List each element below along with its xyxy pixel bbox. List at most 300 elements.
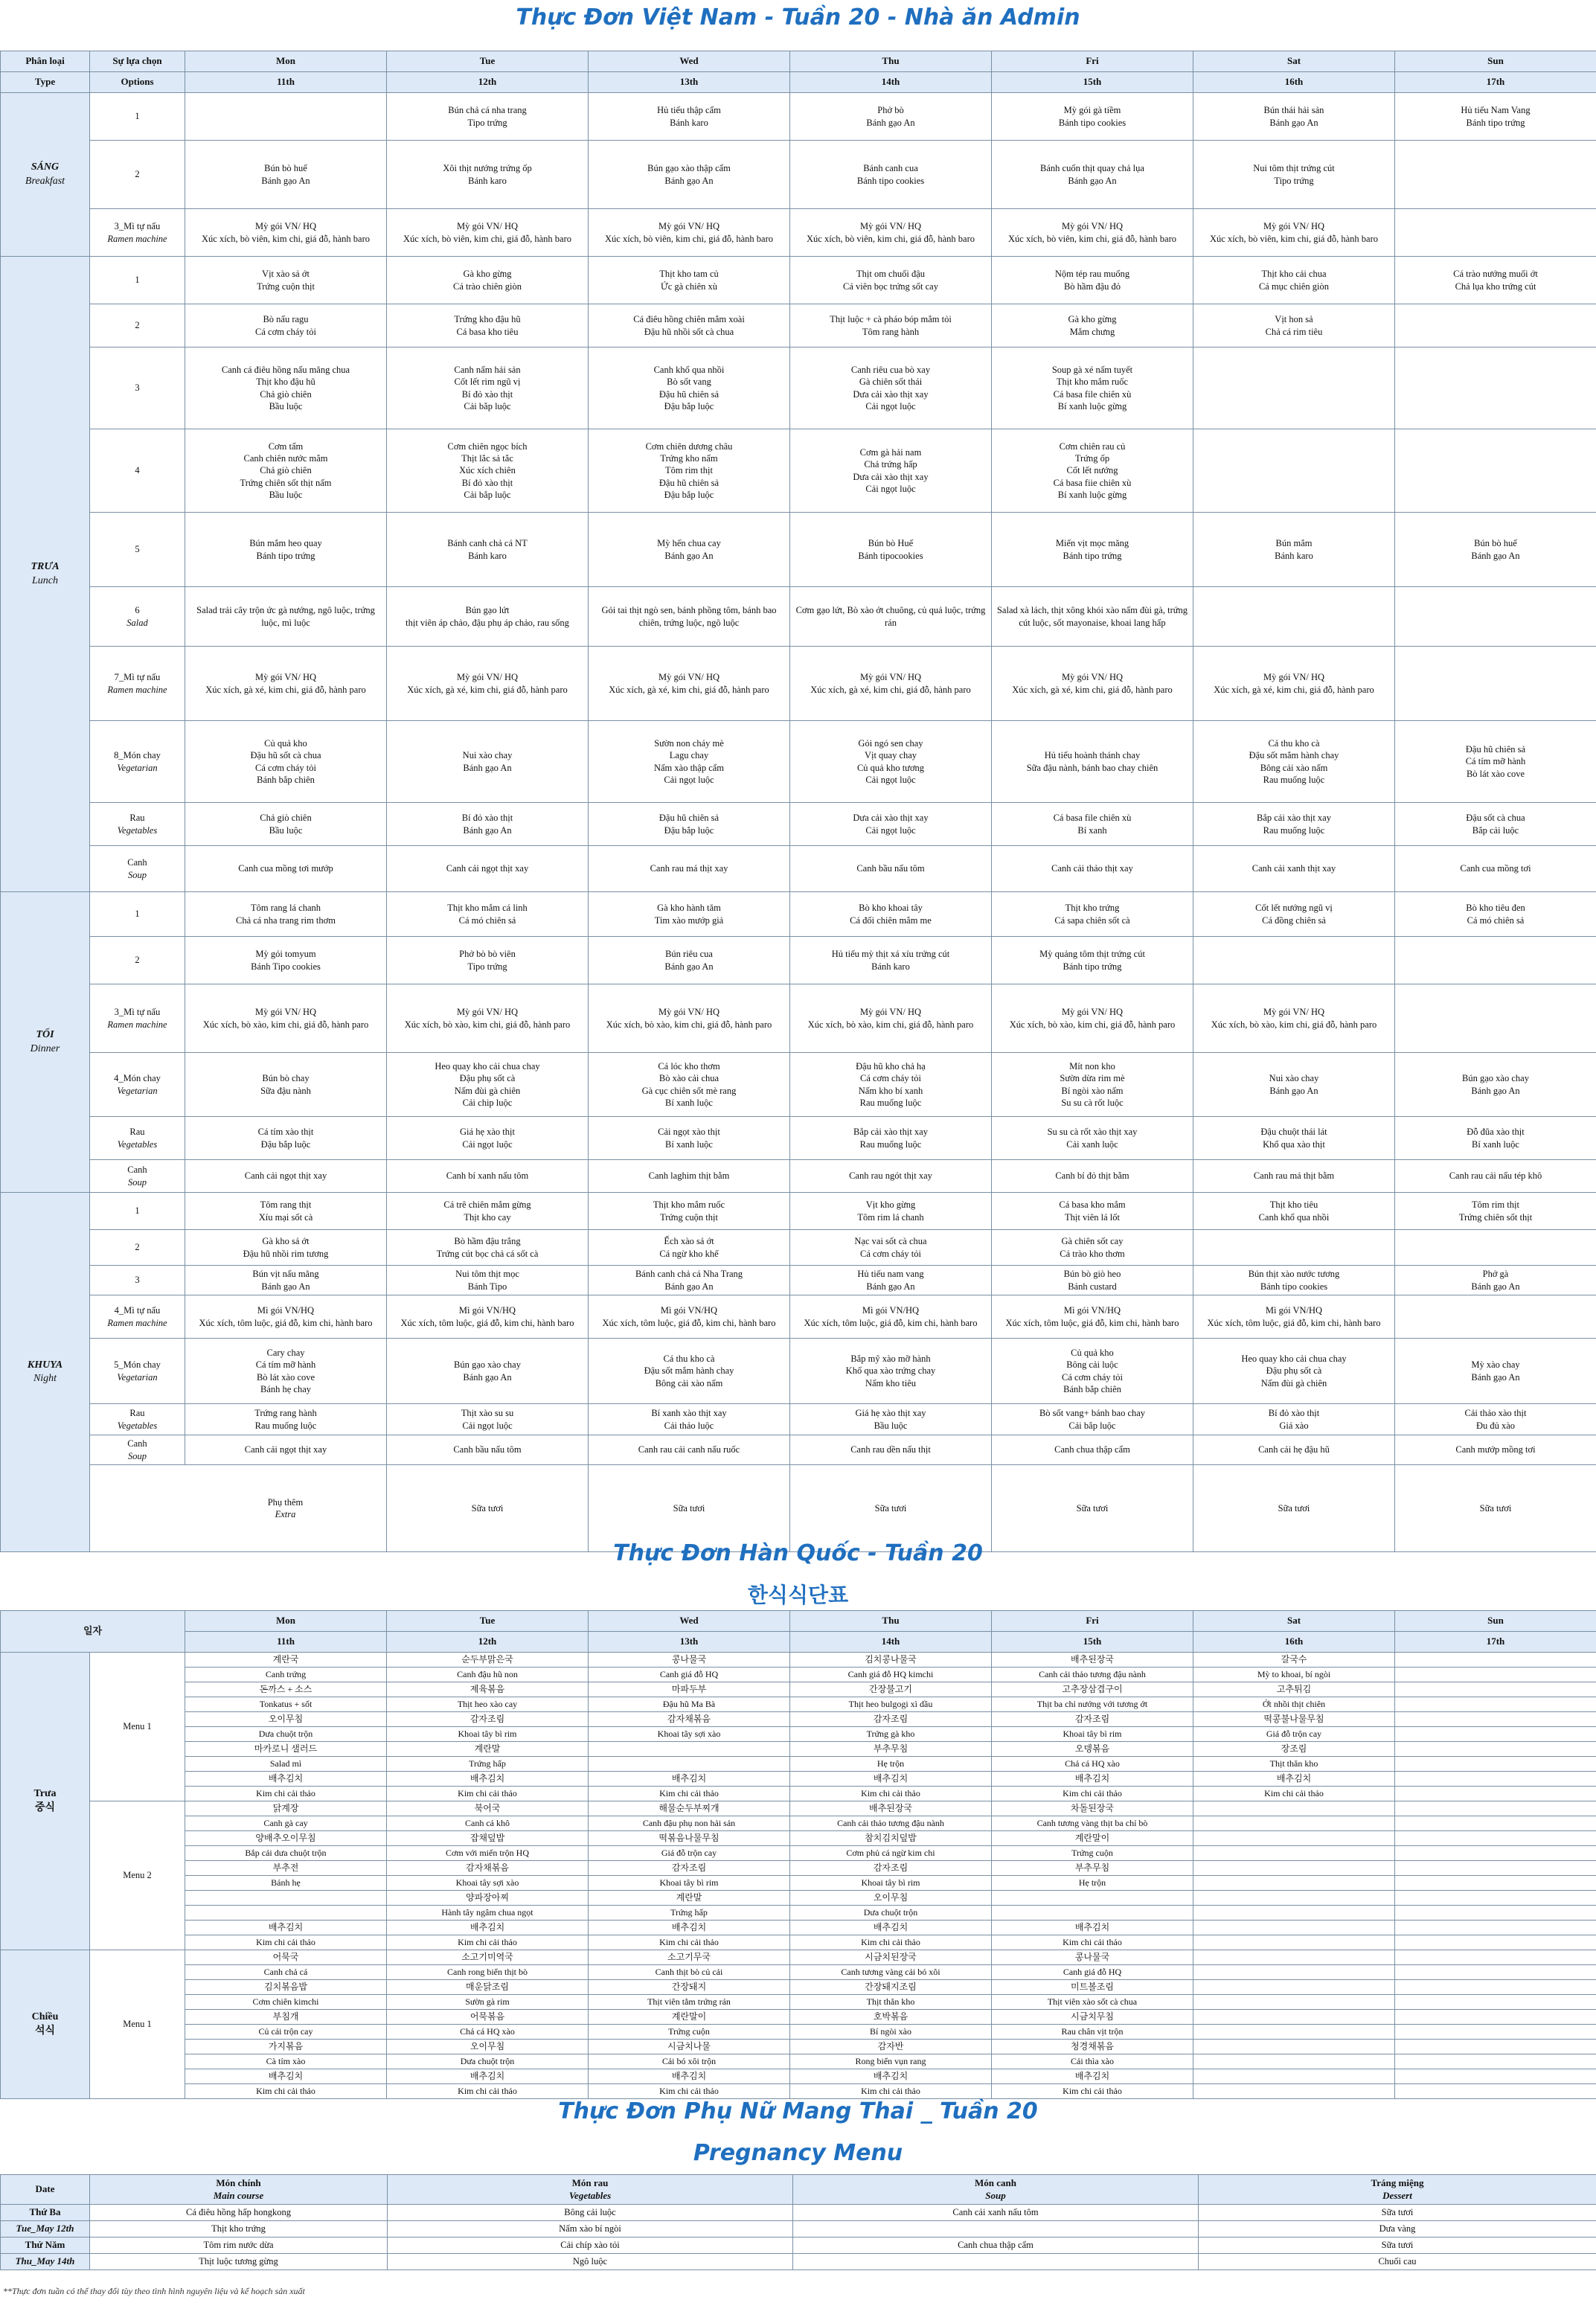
vn-option-label <box>90 1465 387 1552</box>
meal-subtitle: Dinner <box>30 1042 60 1054</box>
cell-line: Bánh gạo An <box>1068 175 1117 186</box>
kr-menu-row <box>1 1995 1596 2010</box>
kr-dish-cell: Cà tím xào <box>185 2054 387 2069</box>
cell-line: Ramen machine <box>107 1019 167 1030</box>
preg-dish-cell: Sữa tươi <box>1199 2237 1596 2254</box>
vn-dish-cell <box>387 846 589 892</box>
cell-line: Xúc xích chiên <box>459 465 516 476</box>
kr-dish-cell: 부추전 <box>185 1861 387 1876</box>
kr-dish-cell: 참치김치덮밥 <box>790 1831 992 1846</box>
cell-line: Thịt kho trứng <box>1065 903 1120 914</box>
vn-menu-row <box>1 1266 1596 1295</box>
cell-line: Bánh gạo An <box>866 1281 915 1292</box>
vn-dish-cell <box>1395 304 1596 347</box>
kr-dish-cell: 배추김치 <box>1193 1772 1395 1787</box>
vn-dish-cell <box>790 209 992 257</box>
kr-dish-cell: 간장불고기 <box>790 1682 992 1697</box>
cell-line: Xôi thịt nướng trứng ốp <box>443 163 532 174</box>
cell-line: Tôm rim thịt <box>1472 1199 1519 1211</box>
kr-dish-cell <box>1395 1682 1596 1697</box>
vn-dish-cell <box>387 429 589 513</box>
vn-dish-cell <box>1395 429 1596 513</box>
cell-line: Canh cải ngọt thịt xay <box>244 1444 327 1455</box>
kr-menu-row <box>1 2010 1596 2025</box>
vn-meal-label <box>1 93 90 257</box>
kr-dish-cell <box>1395 1816 1596 1831</box>
cell-line: Xúc xích, gà xé, kim chi, giá đỗ, hành paro <box>1214 684 1374 695</box>
cell-line: Bún bò giò heo <box>1063 1269 1121 1280</box>
vn-header-cell: 15th <box>992 72 1193 93</box>
vn-dish-cell <box>589 93 790 141</box>
cell-line: Cải ngọt luộc <box>462 1138 513 1150</box>
kr-dish-cell <box>1193 1861 1395 1876</box>
kr-dish-cell <box>1395 1668 1596 1682</box>
cell-line: Đậu hũ nhồi rim tương <box>243 1248 329 1259</box>
vn-dish-cell <box>589 257 790 304</box>
kr-dish-cell: 감자조림 <box>387 1712 589 1727</box>
vn-header-cell: Wed <box>589 51 790 72</box>
cell-line: Cải ngọt luộc <box>664 774 714 785</box>
cell-line: Trứng cuộn thịt <box>257 281 315 292</box>
cell-line: Bò hầm đậu trắng <box>454 1236 521 1247</box>
preg-dish-cell: Canh chua thập cẩm <box>793 2237 1199 2254</box>
kr-menu-row <box>1 2069 1596 2084</box>
cell-line: Bánh canh cua <box>863 163 918 174</box>
vn-dish-cell <box>1193 1404 1395 1435</box>
cell-line: Vịt kho gừng <box>865 1199 916 1211</box>
vn-dish-cell <box>1193 141 1395 209</box>
vn-dish-cell <box>589 1465 790 1552</box>
cell-line: Bún bò Huế <box>868 538 914 549</box>
vn-dish-cell <box>790 429 992 513</box>
cell-line: Cá thu kho cà <box>663 1354 715 1365</box>
cell-line: Sữa tươi <box>1076 1502 1109 1513</box>
cell-line: Phở gà <box>1482 1269 1509 1280</box>
vn-dish-cell <box>185 513 387 587</box>
vn-header-cell: 11th <box>185 72 387 93</box>
kr-dish-cell: Kim chi cải thảo <box>185 1935 387 1950</box>
cell-line: Cải chip luộc <box>462 1097 513 1108</box>
kr-dish-cell: Khoai tây sợi xào <box>387 1876 589 1891</box>
preg-menu-row <box>1 2237 1596 2254</box>
cell-line: Sườn non cháy mè <box>654 738 724 749</box>
cell-line: Tipo trứng <box>1274 175 1314 186</box>
vn-dish-cell <box>589 587 790 647</box>
vn-dish-cell <box>790 1404 992 1435</box>
kr-menu-label: Menu 1 <box>90 1653 185 1801</box>
kr-dish-cell: Kim chi cải thảo <box>992 2084 1193 2099</box>
kr-dish-cell <box>1193 1906 1395 1921</box>
kr-meal-label <box>1 1653 90 1950</box>
vn-dish-cell <box>790 1160 992 1193</box>
kr-header-cell: 일자 <box>1 1611 185 1653</box>
kr-header-cell: Thu <box>790 1611 992 1632</box>
vn-dish-cell <box>185 1053 387 1117</box>
cell-line: Cá trê chiên mắm gừng <box>443 1199 531 1211</box>
cell-line: Vịt xào sả ớt <box>262 269 310 280</box>
vn-dish-cell <box>387 1193 589 1230</box>
vn-option-label <box>90 513 185 587</box>
kr-dish-cell: Canh trứng <box>185 1668 387 1682</box>
kr-dish-cell <box>992 1891 1193 1906</box>
cell-line: Mỳ gói tomyum <box>255 949 316 960</box>
preg-dish-cell <box>793 2221 1199 2237</box>
kr-dish-cell: Canh giá đỗ HQ <box>589 1668 790 1682</box>
kr-dish-cell: 배추김치 <box>185 2069 387 2084</box>
cell-line: Vegetarian <box>117 762 158 773</box>
kr-dish-cell <box>1395 1965 1596 1980</box>
kr-dish-cell: 가지볶음 <box>185 2040 387 2054</box>
kr-dish-cell: Trứng cuộn <box>589 2025 790 2040</box>
kr-dish-cell: Kim chi cải thảo <box>790 2084 992 2099</box>
cell-line: Cốt lết nướng <box>1066 465 1118 476</box>
vn-dish-cell <box>1193 347 1395 429</box>
cell-line: Vegetables <box>117 824 158 836</box>
cell-line: Cá basa kho mắm <box>1059 1199 1126 1211</box>
cell-line: Thịt kho cải chua <box>1261 269 1327 280</box>
cell-line: Cá trào chiên giòn <box>453 281 522 292</box>
kr-dish-cell <box>1395 1891 1596 1906</box>
kr-dish-cell: 오이무침 <box>185 1712 387 1727</box>
vn-dish-cell <box>1193 304 1395 347</box>
kr-dish-cell: 순두부맑은국 <box>387 1653 589 1668</box>
cell-line: Phở bò <box>877 105 904 116</box>
vn-menu-row <box>1 803 1596 846</box>
vn-dish-cell <box>1193 1160 1395 1193</box>
cell-line: Canh rau cải canh nấu ruốc <box>638 1444 740 1455</box>
cell-line: Xúc xích, tôm luộc, giá đỗ, kim chi, hành baro <box>602 1317 776 1328</box>
cell-line: Mỳ xào chay <box>1471 1359 1520 1371</box>
vn-dish-cell <box>992 846 1193 892</box>
cell-line: 2 <box>135 169 140 180</box>
cell-line: Bò kho khoai tây <box>859 903 923 914</box>
cell-line: Đậu hũ chiên sả <box>658 477 720 488</box>
kr-dish-cell: Kim chi cải thảo <box>1193 1787 1395 1801</box>
cell-line: Cải bắp luộc <box>1068 1420 1116 1431</box>
kr-dish-cell: Thịt heo bulgogi xì dầu <box>790 1697 992 1712</box>
vn-option-label <box>90 937 185 984</box>
kr-dish-cell: Canh gà cay <box>185 1816 387 1831</box>
cell-line: Mỳ gói gà tiềm <box>1063 105 1121 116</box>
vn-dish-cell <box>1395 1339 1596 1404</box>
kr-header-cell: Fri <box>992 1611 1193 1632</box>
kr-dish-cell: 계란말 <box>589 1891 790 1906</box>
vn-meal-label <box>1 892 90 1193</box>
preg-dish-cell: Tôm rim nước dừa <box>90 2237 388 2254</box>
cell-line: Dưa cải xào thịt xay <box>853 471 929 482</box>
vn-dish-cell <box>387 892 589 937</box>
kr-dish-cell: 오이무침 <box>790 1891 992 1906</box>
kr-dish-cell: 마파두부 <box>589 1682 790 1697</box>
kr-dish-cell: Hành tây ngâm chua ngọt <box>387 1906 589 1921</box>
kr-menu-row <box>1 1980 1596 1995</box>
preg-dish-cell: Thịt luộc tương gừng <box>90 2254 388 2270</box>
kr-menu-row <box>1 1831 1596 1846</box>
cell-line: Bánh canh chả cá NT <box>447 538 528 549</box>
cell-line: Bánh tipo cookies <box>1260 1281 1328 1292</box>
cell-line: Cá cơm cháy tỏi <box>1062 1371 1123 1383</box>
kr-dish-cell: 계란말이 <box>589 2010 790 2025</box>
vn-dish-cell <box>992 1339 1193 1404</box>
cell-line: Củ quả kho tương <box>856 762 925 773</box>
cell-line: Thịt kho cay <box>464 1211 511 1223</box>
vn-dish-cell <box>589 1193 790 1230</box>
kr-dish-cell: 닭계장 <box>185 1801 387 1816</box>
kr-dish-cell: Sườn gà rim <box>387 1995 589 2010</box>
vn-dish-cell <box>589 141 790 209</box>
kr-dish-cell: Thịt viên xào sốt cà chua <box>992 1995 1193 2010</box>
cell-line: Canh cải xanh thịt xay <box>1252 863 1336 874</box>
vn-dish-cell <box>387 1266 589 1295</box>
vn-dish-cell <box>992 721 1193 803</box>
cell-line: Chả giò chiên <box>260 388 312 400</box>
cell-line: Vegetarian <box>117 1085 158 1096</box>
cell-line: Canh cải hẹ đậu hũ <box>1258 1444 1330 1455</box>
cell-line: Thịt viên lá lốt <box>1065 1211 1120 1223</box>
cell-line: Xúc xích, bò viên, kim chi, giá đỗ, hành baro <box>807 233 975 244</box>
kr-dish-cell: 부추무침 <box>992 1861 1193 1876</box>
vn-dish-cell <box>387 1230 589 1266</box>
kr-dish-cell: Đậu hũ Ma Bà <box>589 1697 790 1712</box>
vn-dish-cell <box>185 1193 387 1230</box>
cell-line: Soup <box>128 869 147 880</box>
kr-dish-cell: Canh cá khô <box>387 1816 589 1831</box>
kr-menu-row <box>1 1861 1596 1876</box>
vn-dish-cell <box>992 1266 1193 1295</box>
cell-line: 5 <box>135 544 140 555</box>
vn-menu-row <box>1 429 1596 513</box>
cell-line: Xúc xích, bò viên, kim chi, giá đỗ, hành baro <box>202 233 370 244</box>
cell-line: Tráng miệng <box>1371 2176 1424 2188</box>
kr-dish-cell: Thịt heo xào cay <box>387 1697 589 1712</box>
kr-dish-cell: Khoai tây bì rim <box>589 1876 790 1891</box>
vn-dish-cell <box>185 846 387 892</box>
vn-menu-row <box>1 141 1596 209</box>
cell-line: Trứng cuộn thịt <box>660 1211 718 1223</box>
cell-line: Gà kho gừng <box>463 269 512 280</box>
cell-line: Cá basa file chiên xù <box>1053 813 1132 824</box>
vn-dish-cell <box>1193 1465 1395 1552</box>
kr-dish-cell <box>1193 1846 1395 1861</box>
kr-dish-cell: 장조림 <box>1193 1742 1395 1757</box>
cell-line: Canh rau cải nấu tép khô <box>1449 1170 1542 1182</box>
vn-dish-cell <box>992 1117 1193 1160</box>
vn-header-cell: Tue <box>387 51 589 72</box>
kr-title: Thực Đơn Hàn Quốc - Tuần 20 <box>613 1540 983 1566</box>
kr-menu-label: Menu 1 <box>90 1950 185 2099</box>
vn-dish-cell <box>1395 647 1596 721</box>
kr-menu-row <box>1 1846 1596 1861</box>
kr-dish-cell: 감자채볶음 <box>387 1861 589 1876</box>
cell-line: Nấm kho bí xanh <box>858 1085 923 1096</box>
cell-line: Sữa đậu nành, bánh bao chay chiên <box>1026 762 1158 773</box>
cell-line: Bánh tipocookies <box>858 550 923 561</box>
cell-line: Xúc xích, bò xào, kim chi, giá đỗ, hành paro <box>202 1019 369 1030</box>
kr-dish-cell: Trứng hấp <box>589 1906 790 1921</box>
kr-dish-cell: Khoai tây sợi xào <box>589 1727 790 1742</box>
vn-dish-cell <box>185 984 387 1053</box>
cell-line: Bò hầm đậu đỏ <box>1063 281 1121 292</box>
kr-dish-cell: Cơm phủ cá ngừ kim chi <box>790 1846 992 1861</box>
vn-option-label <box>90 892 185 937</box>
vn-header-row <box>1 51 1596 72</box>
cell-line: Bánh karo <box>468 550 507 561</box>
cell-line: Vegetables <box>117 1138 158 1150</box>
cell-line: Bí đỏ xào thịt <box>461 813 513 824</box>
kr-header-row <box>1 1611 1596 1632</box>
kr-dish-cell: 배추김치 <box>790 1921 992 1935</box>
kr-dish-cell: 간장돼지조림 <box>790 1980 992 1995</box>
kr-dish-cell: 소고기무국 <box>589 1950 790 1965</box>
kr-dish-cell <box>1395 1742 1596 1757</box>
kr-dish-cell: Canh cải thảo tương đậu nành <box>992 1668 1193 1682</box>
vn-dish-cell <box>589 347 790 429</box>
vn-dish-cell <box>1395 1465 1596 1552</box>
vn-dish-cell <box>185 1295 387 1339</box>
cell-line: Cá trào kho thơm <box>1060 1248 1125 1259</box>
vn-dish-cell <box>387 141 589 209</box>
vn-dish-cell <box>1395 513 1596 587</box>
cell-line: Bông cải xào nấm <box>1260 762 1328 773</box>
vn-menu-row <box>1 1053 1596 1117</box>
cell-line: Xúc xích, bò xào, kim chi, giá đỗ, hành paro <box>404 1019 571 1030</box>
vn-dish-cell <box>387 209 589 257</box>
kr-dish-cell <box>1193 1950 1395 1965</box>
cell-line: Mỳ gói VN/ HQ <box>456 1007 519 1018</box>
kr-dish-cell: 배추김치 <box>185 1921 387 1935</box>
cell-line: Tue_May 12th <box>16 2223 74 2235</box>
kr-dish-cell: 배추김치 <box>992 2069 1193 2084</box>
kr-dish-cell: 계란말이 <box>992 1831 1193 1846</box>
cell-line: Mỳ gói VN/ HQ <box>859 1007 922 1018</box>
kr-dish-cell: 김치볶음밥 <box>185 1980 387 1995</box>
cell-line: 3_Mì tự nấu <box>114 221 161 232</box>
cell-line: 2 <box>135 955 140 966</box>
preg-subtitle: Pregnancy Menu <box>693 2140 903 2166</box>
cell-line: Củ quả kho <box>1071 1348 1114 1358</box>
cell-line: Cá mục chiên giòn <box>1258 281 1330 292</box>
cell-line: Cơm tấm <box>268 441 304 452</box>
cell-line: Gà kho hành tăm <box>657 903 721 914</box>
kr-dish-cell: Thịt thăn kho <box>1193 1757 1395 1772</box>
cell-line: Tôm rim thịt <box>665 465 713 476</box>
kr-dish-cell: Cơm chiên kimchi <box>185 1995 387 2010</box>
cell-line: Cá tím mỡ hành <box>255 1359 316 1371</box>
cell-line: Khổ qua xào thịt <box>1263 1138 1325 1150</box>
kr-header-cell: 11th <box>185 1632 387 1653</box>
meal-subtitle: Lunch <box>32 574 58 586</box>
kr-dish-cell: 배추김치 <box>992 1921 1193 1935</box>
cell-line: Cải thảo xào thịt <box>1464 1408 1527 1419</box>
meal-title: SÁNG <box>31 161 60 173</box>
vn-dish-cell <box>185 347 387 429</box>
vn-header-cell: Phân loại <box>1 51 90 72</box>
cell-line: Tipo trứng <box>467 961 507 972</box>
vn-dish-cell <box>790 304 992 347</box>
vn-dish-cell <box>185 209 387 257</box>
vn-dish-cell <box>1395 984 1596 1053</box>
kr-dish-cell: 배추된장국 <box>992 1653 1193 1668</box>
vn-dish-cell <box>387 1117 589 1160</box>
cell-line: Soup gà xé nấm tuyết <box>1051 365 1133 375</box>
kr-dish-cell: 양파장아찌 <box>387 1891 589 1906</box>
vn-dish-cell <box>992 647 1193 721</box>
vn-menu-row <box>1 1404 1596 1435</box>
kr-menu-label: Menu 2 <box>90 1801 185 1950</box>
cell-line: Chả cá rim tiêu <box>1265 326 1323 337</box>
cell-line: Gỏi tai thịt ngò sen, bánh phồng tôm, bánh bao chiên, trứng luộc, ngô luộc <box>601 605 777 628</box>
kr-header-cell: 13th <box>589 1632 790 1653</box>
preg-dish-cell: Thịt kho trứng <box>90 2221 388 2237</box>
vn-menu-row <box>1 1160 1596 1193</box>
cell-line: Mỳ gói VN/ HQ <box>254 672 317 683</box>
cell-line: Mỳ gói VN/ HQ <box>658 221 720 232</box>
cell-line: Xúc xích, bò viên, kim chi, giá đỗ, hành baro <box>1210 233 1378 244</box>
kr-dish-cell <box>1193 2054 1395 2069</box>
vn-dish-cell <box>992 141 1193 209</box>
vn-dish-cell <box>589 429 790 513</box>
cell-line: Xúc xích, bò xào, kim chi, giá đỗ, hành paro <box>1009 1019 1176 1030</box>
cell-line: Bún thịt xào nước tương <box>1248 1269 1340 1280</box>
kr-dish-cell: Thịt ba chỉ nướng với tương ớt <box>992 1697 1193 1712</box>
cell-line: Canh cải thảo thịt xay <box>1051 863 1133 874</box>
cell-line: Mỳ gói VN/ HQ <box>254 221 317 232</box>
cell-line: Bánh gạo An <box>664 961 714 972</box>
cell-line: Main course <box>213 2189 264 2201</box>
cell-line: Canh <box>127 1165 147 1176</box>
kr-header-cell: Mon <box>185 1611 387 1632</box>
kr-menu-row <box>1 1921 1596 1935</box>
vn-dish-cell <box>185 892 387 937</box>
kr-menu-row <box>1 1906 1596 1921</box>
vn-dish-cell <box>387 647 589 721</box>
kr-menu-row <box>1 1712 1596 1727</box>
vn-dish-cell <box>589 721 790 803</box>
cell-line: Mì gói VN/HQ <box>862 1305 920 1316</box>
kr-dish-cell: Kim chi cải thảo <box>387 1935 589 1950</box>
kr-dish-cell: 배추김치 <box>185 1772 387 1787</box>
kr-dish-cell <box>1193 1935 1395 1950</box>
kr-dish-cell <box>1395 1906 1596 1921</box>
vn-dish-cell <box>790 1230 992 1266</box>
kr-dish-cell <box>1193 1876 1395 1891</box>
kr-menu-row <box>1 1950 1596 1965</box>
cell-line: Cốt lết rim ngũ vị <box>454 377 521 388</box>
cell-line: Nộm tép rau muống <box>1054 269 1130 280</box>
cell-line: Xíu mại sốt cà <box>258 1211 313 1223</box>
footnote: **Thực đơn tuần có thể thay đổi tùy theo tình hình nguyên liệu và kế hoạch sản xuất <box>3 2286 305 2296</box>
kr-dish-cell <box>1395 2025 1596 2040</box>
cell-line: Nạc vai sốt cà chua <box>854 1236 927 1247</box>
vn-header-cell: Options <box>90 72 185 93</box>
cell-line: Món rau <box>571 2176 609 2188</box>
cell-line: Bò lát xào cove <box>1466 768 1525 779</box>
kr-dish-cell <box>1395 1995 1596 2010</box>
cell-line: Cải ngọt luộc <box>865 774 916 785</box>
cell-line: Bún gạo xào chay <box>454 1359 521 1371</box>
kr-dish-cell <box>1193 1980 1395 1995</box>
vn-dish-cell <box>1395 1117 1596 1160</box>
cell-line: Bánh gạo An <box>664 175 714 186</box>
kr-menu-row <box>1 1682 1596 1697</box>
vn-dish-cell <box>992 1053 1193 1117</box>
vn-option-label <box>90 984 185 1053</box>
cell-line: Nấm xào thập cẩm <box>653 762 725 773</box>
cell-line: Bún riêu cua <box>665 949 713 960</box>
cell-line: Cá cơm cháy tỏi <box>255 326 316 337</box>
kr-dish-cell: Canh chả cá <box>185 1965 387 1980</box>
kr-dish-cell: 부추무침 <box>790 1742 992 1757</box>
